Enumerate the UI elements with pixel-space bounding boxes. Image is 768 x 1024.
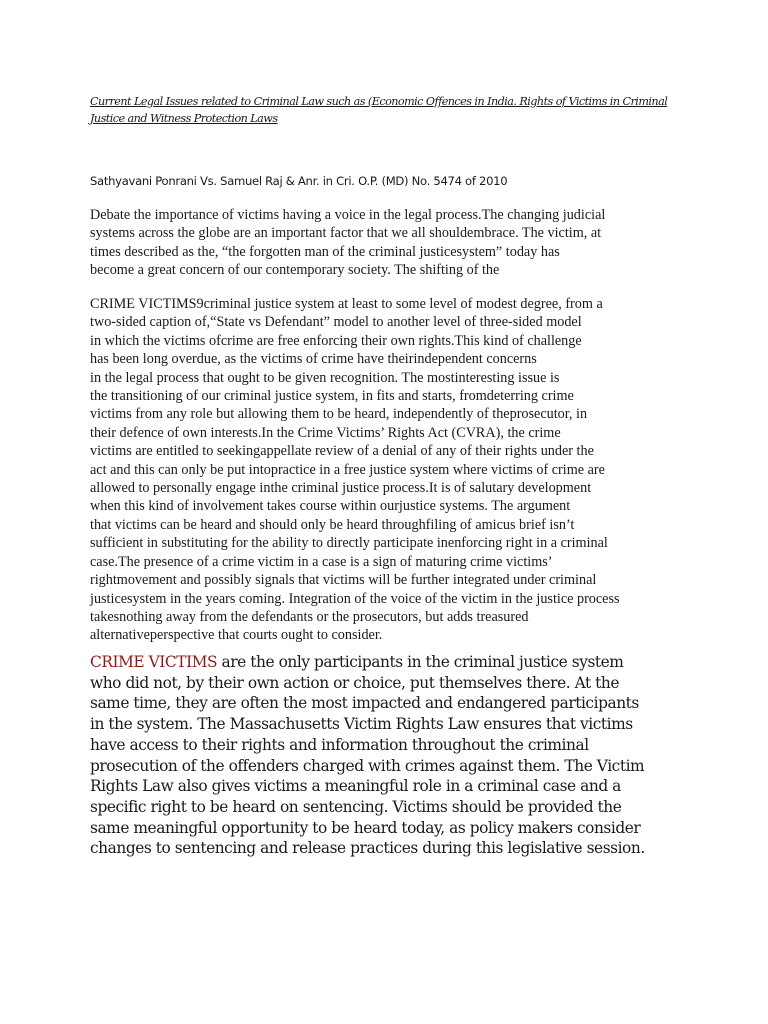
paragraph-intro: Debate the importance of victims having a voice in the legal process.The changing judicial systems across the globe are an important factor that we all shouldembrace. The victim, at times described as the, “the forgotten man of the criminal justicesystem” today has become a great concern of our contemporary society. The shifting of the [90,207,606,279]
paragraph-victim-rights-body: are the only participants in the criminal justice system who did not, by their own action or choice, put themselves there. At the same time, they are often the most impacted and endangered participants in the system. The Massachusetts Victim Rights Law ensures that victims have access to their rights and information throughout the criminal prosecution of the offenders charged with crimes against them. The Victim Rights Law also gives victims a meaningful role in a criminal case and a specific right to be heard on sentencing. Victims should be provided the same meaningful opportunity to be heard today, as policy makers consider changes to sentencing and release practices during this legislative session. [90,653,645,858]
paragraph-crime-victims-cvra: CRIME VICTIMS9criminal justice system at least to some level of modest degree, from a two-sided caption of,“State vs Defendant” model to another level of three-sided model in which the victims ofcrime are free enforcing their own rights.This kind of challenge has been long overdue, as the victims of crime have theirindependent concerns in the legal process that ought to be given recognition. The mostinteresting issue is the transitioning of our criminal justice system, in fits and starts, fromdeterring crime victims from any role but allowing them to be heard, independently of theprosecutor, in their defence of own interests.In the Crime Victims’ Rights Act (CVRA), the crime victims are entitled to seekingappellate review of a denial of any of their rights under the act and this can only be put intopractice in a free justice system where victims of crime are allowed to personally engage inthe criminal justice process.It is of salutary development when this kind of involvement takes course within ourjustice systems. The argument that victims can be heard and should only be heard throughfiling of amicus brief isn’t sufficient in substituting for the ability to directly participate inenforcing right in a criminal case.The presence of a crime victim in a case is a sign of maturing crime victims’ rightmovement and possibly signals that victims will be further integrated under criminal justicesystem in the years coming. Integration of the voice of the victim in the justice process takesnothing away from the defendants or the prosecutors, but adds treasured alternativeperspective that courts ought to consider. [90,296,620,644]
paragraph-victim-rights-law [90,652,690,859]
document-heading: Current Legal Issues related to Criminal Law such as (Economic Offences in India. Rights of Victims in Criminal Justice and Witness Protection Laws [90,95,668,125]
case-title: Sathyavani Ponrani Vs. Samuel Raj & Anr. in Cri. O.P. (MD) No. 5474 of 2010 [90,174,508,188]
crime-victims-lead: CRIME VICTIMS [90,653,218,671]
